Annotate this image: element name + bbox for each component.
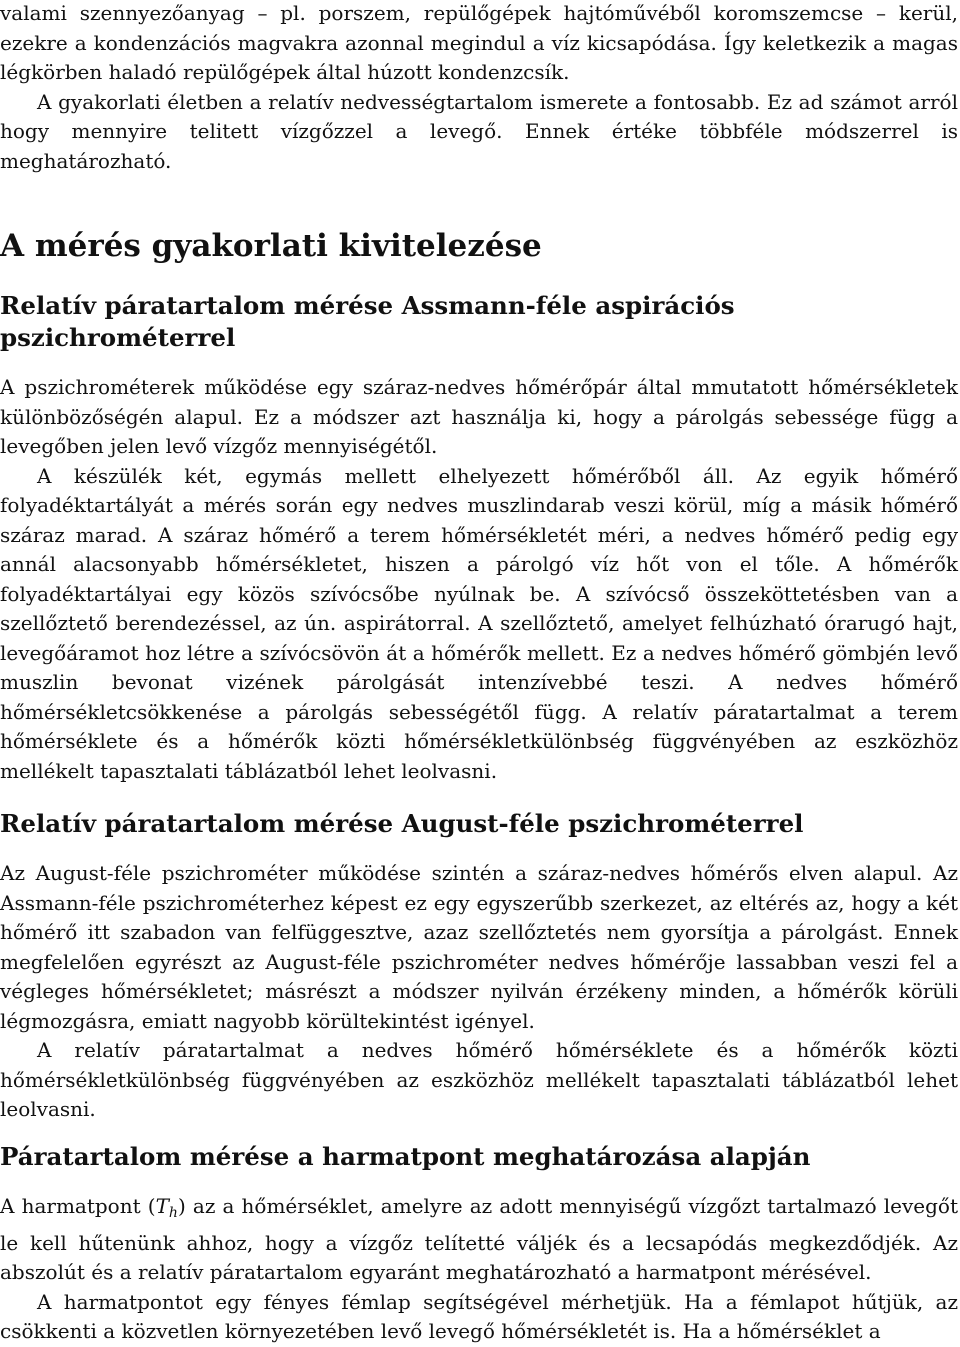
dewpoint-symbol-subscript: h bbox=[168, 1205, 178, 1221]
august-subsection bbox=[0, 808, 958, 1125]
section-title: A mérés gyakorlati kivitelezése bbox=[0, 228, 542, 264]
dewpoint-text-before: A harmatpont ( bbox=[0, 1194, 156, 1218]
assmann-title: Relatív páratartalom mérése Assmann-féle aspirációs pszichrométerrel bbox=[0, 291, 735, 352]
section-heading-block bbox=[0, 226, 958, 266]
assmann-subsection bbox=[0, 290, 958, 786]
dewpoint-title: Páratartalom mérése a harmatpont meghatározása alapján bbox=[0, 1142, 811, 1171]
assmann-paragraph-1: A pszichrométerek működése egy száraz-nedves hőmérőpár által mmutatott hőmérsékletek különbözőségén alapul. Ez a módszer azt használja ki, hogy a párolgás sebessége függ a levegőben jelen levő vízgőz mennyiségétől. bbox=[0, 375, 958, 458]
dewpoint-symbol: T bbox=[155, 1194, 169, 1218]
assmann-paragraph-2: A készülék két, egymás mellett elhelyezett hőmérőből áll. Az egyik hőmérő folyadéktartályát a mérés során egy nedves muszlindarab veszi körül, míg a másik hőmérő száraz marad. A száraz hőmérő a terem hőmérsékletét méri, a nedves hőmérő pedig egy annál alacsonyabb hőmérsékletet, hiszen a párolgó víz hőt von el tőle. A hőmérők folyadéktartályai egy közös szívócsőbe nyúlnak be. A szívócső összeköttetésben van a szellőztető berendezéssel, az ún. aspirátorral. A szellőztető, amelyet felhúzható órarugó hajt, levegőáramot hoz létre a szívócsövön át a hőmérők mellett. Ez a nedves hőmérő gömbjén levő muszlin bevonat vizének párolgását intenzívebbé teszi. A nedves hőmérő hőmérsékletcsökkenése a párolgás sebességétől függ. A relatív páratartalmat a terem hőmérséklete és a hőmérők közti hőmérsékletkülönbség függvényében az eszközhöz mellékelt tapasztalati táblázatból lehet leolvasni. bbox=[0, 463, 958, 783]
dewpoint-text-after: ) az a hőmérséklet, amelyre az adott mennyiségű vízgőzt tartalmazó levegőt le kell hűtenünk ahhoz, hogy a vízgőz telítetté váljék és a lecsapódás megkezdődjék. Az abszolút és a relatív páratartalom egyaránt meghatározható a harmatpont mérésével. bbox=[0, 1194, 959, 1284]
intro-paragraph: valami szennyezőanyag – pl. porszem, repülőgépek hajtóművéből koromszemcse – kerül, ezekre a kondenzációs magvakra azonnal megindul a víz kicsapódása. Így keletkezik a magas légkörben haladó repülőgépek által húzott kondenzcsík. bbox=[0, 1, 958, 84]
intro-block bbox=[0, 0, 958, 176]
august-title: Relatív páratartalom mérése August-féle pszichrométerrel bbox=[0, 809, 804, 838]
august-paragraph-1: Az August-féle pszichrométer működése szintén a száraz-nedves hőmérős elven alapul. Az Assmann-féle pszichrométerhez képest ez egy egyszerűbb szerkezet, az eltérés az, hogy a két hőmérő itt szabadon van felfüggesztve, azaz szellőztetés nem gyorsítja a párolgást. Ennek megfelelően egyrészt az August-féle pszichrométer nedves hőmérője lassabban veszi fel a végleges hőmérsékletet; másrészt a módszer nyilván érzékeny minden, a hőmérők körüli légmozgásra, emiatt nagyobb körültekintést igényel. bbox=[0, 861, 958, 1033]
intro-paragraph-2: A gyakorlati életben a relatív nedvességtartalom ismerete a fontosabb. Ez ad számot arról hogy mennyire telitett vízgőzzel a levegő. Ennek értéke többféle módszerrel is meghatározható. bbox=[0, 89, 958, 173]
august-paragraph-2: A relatív páratartalmat a nedves hőmérő hőmérséklete és a hőmérők közti hőmérsékletkülönbség függvényében az eszközhöz mellékelt tapasztalati táblázatból lehet leolvasni. bbox=[0, 1038, 958, 1121]
dewpoint-subsection bbox=[0, 1141, 958, 1347]
dewpoint-paragraph-2: A harmatpontot egy fényes fémlap segítségével mérhetjük. Ha a fémlapot hűtjük, az csökkenti a közvetlen környezetében levő levegő hőmérsékletét is. Ha a hőmérséklet a bbox=[0, 1289, 958, 1343]
dewpoint-paragraph-1 bbox=[0, 1192, 958, 1288]
